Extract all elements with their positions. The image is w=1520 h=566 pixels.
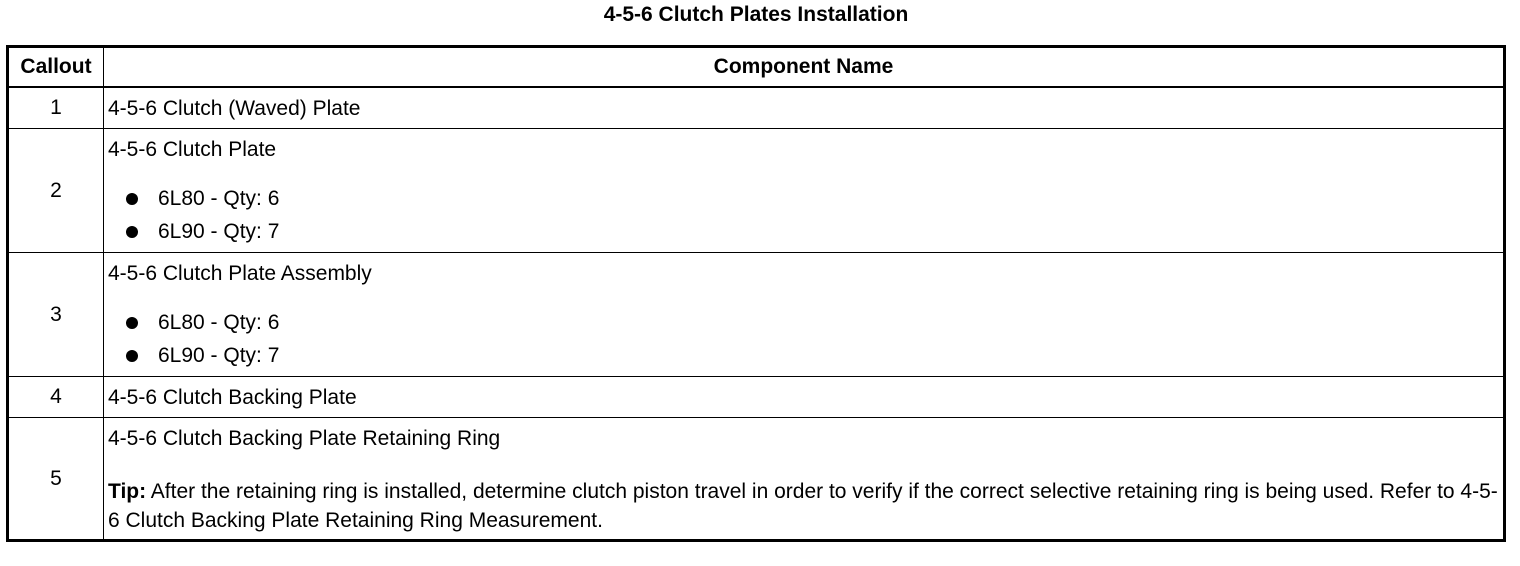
component-name-cell: 4-5-6 Clutch (Waved) Plate	[104, 87, 1505, 129]
bullet-icon	[126, 226, 138, 238]
callout-cell: 2	[8, 129, 104, 253]
quantity-list	[108, 182, 1499, 248]
table-row	[8, 253, 1505, 377]
component-name-cell	[104, 129, 1505, 253]
header-component-name: Component Name	[104, 47, 1505, 88]
callout-cell: 1	[8, 87, 104, 129]
list-item	[108, 215, 1499, 248]
table-row	[8, 87, 1505, 129]
table-row	[8, 129, 1505, 253]
quantity-text: 6L90 - Qty: 7	[158, 344, 280, 367]
header-callout: Callout	[8, 47, 104, 88]
component-name-cell: 4-5-6 Clutch Backing Plate	[104, 377, 1505, 418]
list-item	[108, 339, 1499, 372]
tip-label: Tip:	[108, 480, 147, 503]
quantity-text: 6L90 - Qty: 7	[158, 220, 280, 243]
component-name-cell	[104, 418, 1505, 541]
bullet-icon	[126, 193, 138, 205]
table-row	[8, 418, 1505, 541]
component-name-cell	[104, 253, 1505, 377]
quantity-list	[108, 306, 1499, 372]
list-item	[108, 306, 1499, 339]
bullet-icon	[126, 317, 138, 329]
table-row	[8, 377, 1505, 418]
quantity-text: 6L80 - Qty: 6	[158, 187, 280, 210]
tip-text: After the retaining ring is installed, determine clutch piston travel in order to verify if the correct selective retaining ring is being used. Refer to 4-5-6 Clutch Backing Plate Retaining Ring Measurement.	[108, 480, 1498, 532]
component-name: 4-5-6 Clutch Plate	[108, 138, 277, 161]
list-item	[108, 182, 1499, 215]
table-header-row	[8, 47, 1505, 88]
callout-cell: 3	[8, 253, 104, 377]
callout-cell: 5	[8, 418, 104, 541]
component-name: 4-5-6 Clutch Backing Plate Retaining Ring	[108, 427, 501, 450]
callout-cell: 4	[8, 377, 104, 418]
component-name: 4-5-6 Clutch Plate Assembly	[108, 262, 372, 285]
quantity-text: 6L80 - Qty: 6	[158, 311, 280, 334]
tip-note	[108, 477, 1499, 535]
page-title: 4-5-6 Clutch Plates Installation	[603, 3, 909, 26]
bullet-icon	[126, 350, 138, 362]
components-table	[6, 45, 1506, 542]
